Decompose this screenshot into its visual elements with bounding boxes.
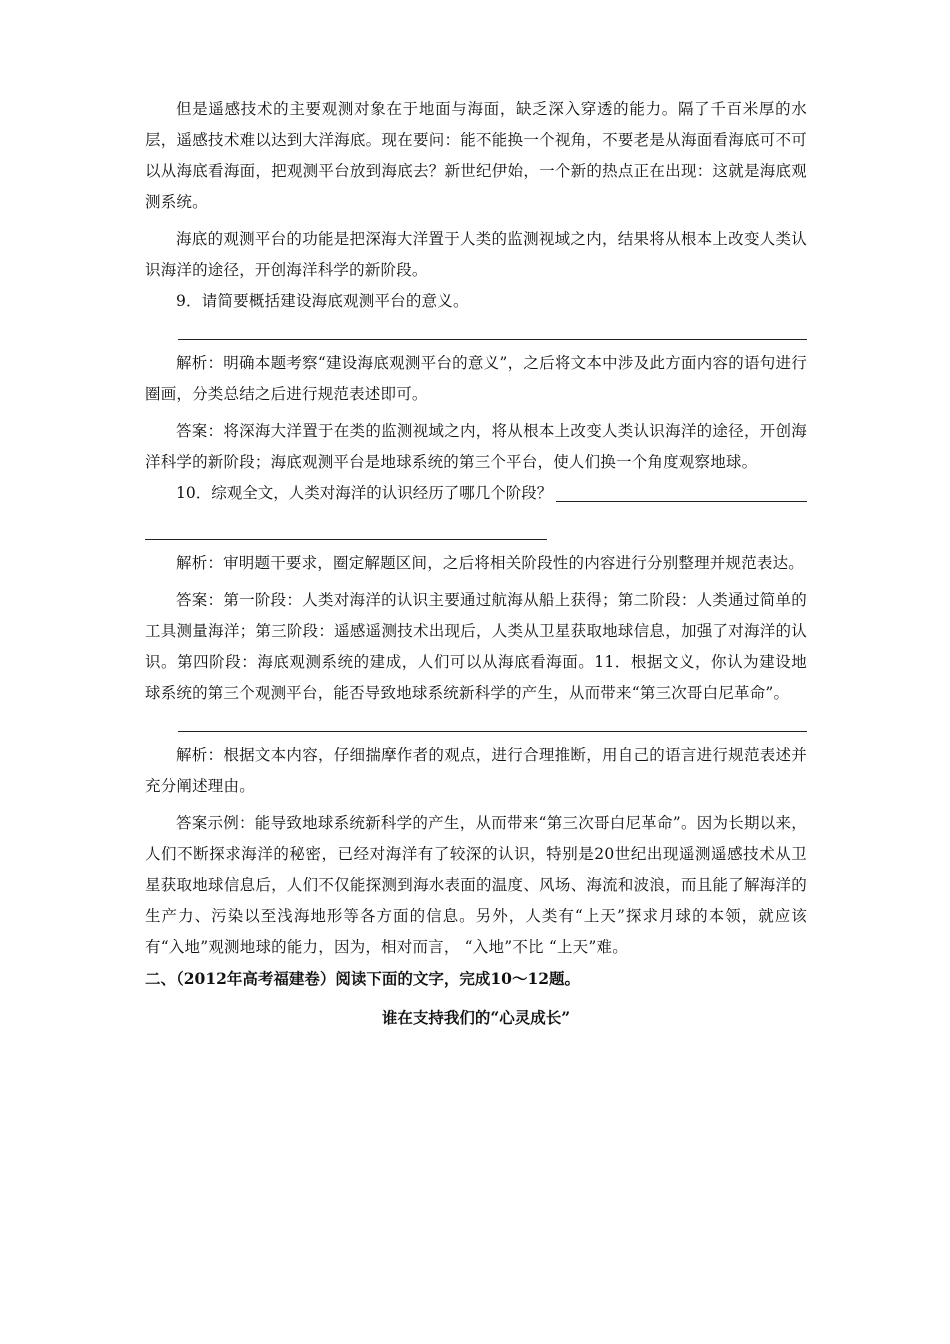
answer-q11: 答案示例：能导致地球系统新科学的产生，从而带来“第三次哥白尼革命”。因为长期以来，人们不断探求海洋的秘密，已经对海洋有了较深的认识，特别是20世纪出现遥测遥感技术从卫星获取地球信息后，人们不仅能探测到海水表面的温度、风场、海流和波浪，而且能了解海洋的生产力、污染以至浅海地形等各方面的信息。另外，人类有“上天”探求月球的本领，就应该有“入地”观测地球的能力，因为，相对而言， “入地”不比 “上天”难。 — [145, 814, 807, 956]
analysis-q11: 解析：根据文本内容，仔细揣摩作者的观点，进行合理推断，用自己的语言进行规范表述并充分阐述理由。 — [145, 746, 807, 795]
question-10: 10．综观全文，人类对海洋的认识经历了哪几个阶段？ — [176, 484, 553, 502]
document-page — [145, 94, 807, 1033]
analysis-q10: 解析：审明题干要求，圈定解题区间，之后将相关阶段性的内容进行分别整理并规范表达。 — [176, 554, 805, 572]
paragraph-seafloor-platform: 海底的观测平台的功能是把深海大洋置于人类的监测视域之内，结果将从根本上改变人类认识海洋的途径，开创海洋科学的新阶段。 — [145, 230, 807, 279]
answer-line-q9[interactable] — [178, 339, 807, 340]
section-heading: 二、（2012年高考福建卷）阅读下面的文字，完成10～12题。 — [145, 969, 581, 988]
article-title: 谁在支持我们的“心灵成长” — [381, 1008, 571, 1027]
analysis-q9: 解析：明确本题考察“建设海底观测平台的意义”，之后将文本中涉及此方面内容的语句进行圈画，分类总结之后进行规范表述即可。 — [145, 354, 807, 403]
answer-q10: 答案：第一阶段：人类对海洋的认识主要通过航海从船上获得；第二阶段：人类通过简单的工具测量海洋；第三阶段：遥感遥测技术出现后，人类从卫星获取地球信息，加强了对海洋的认识。第四阶段：海底观测系统的建成，人们可以从海底看海面。11．根据文义，你认为建设地球系统的第三个观测平台，能否导致地球系统新科学的产生，从而带来“第三次哥白尼革命”。 — [145, 591, 807, 702]
answer-line-q11[interactable] — [178, 731, 807, 732]
answer-line-q10-inline[interactable] — [556, 501, 807, 502]
answer-line-q10[interactable] — [145, 539, 547, 540]
answer-q9: 答案：将深海大洋置于在类的监测视域之内，将从根本上改变人类认识海洋的途径，开创海洋科学的新阶段；海底观测平台是地球系统的第三个平台，使人们换一个角度观察地球。 — [145, 422, 807, 471]
paragraph-remote-sensing: 但是遥感技术的主要观测对象在于地面与海面，缺乏深入穿透的能力。隔了千百米厚的水层，遥感技术难以达到大洋海底。现在要问：能不能换一个视角，不要老是从海面看海底可不可以从海底看海面，把观测平台放到海底去？新世纪伊始，一个新的热点正在出现：这就是海底观测系统。 — [145, 100, 807, 211]
question-10-row — [145, 478, 807, 509]
question-9: 9．请简要概括建设海底观测平台的意义。 — [176, 292, 469, 310]
